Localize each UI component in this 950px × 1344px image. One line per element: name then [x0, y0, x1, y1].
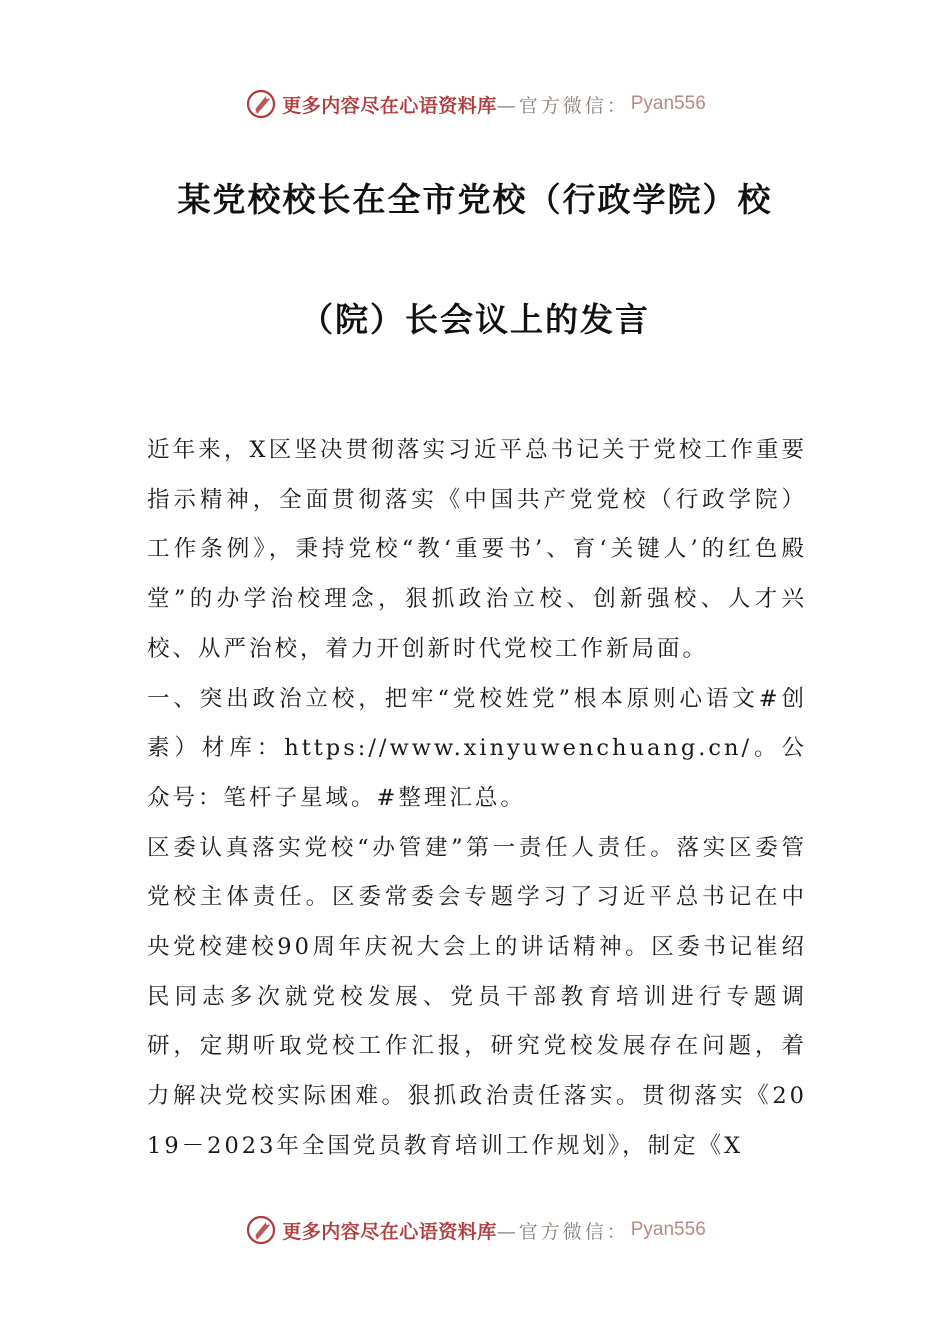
document-title-line-2: （院）长会议上的发言	[300, 300, 650, 339]
promo-text: 更多内容尽在心语资料库	[282, 1220, 497, 1243]
promo-text: 更多内容尽在心语资料库	[282, 94, 497, 117]
footer-watermark	[0, 1208, 950, 1252]
document-body	[147, 426, 807, 1172]
wechat-id: Pyan556	[630, 93, 706, 114]
official-wechat-label: —官方微信：	[496, 1220, 629, 1243]
header-watermark	[0, 82, 950, 126]
pen-nib-circle-icon	[244, 87, 278, 121]
paragraph-section-heading: 一、突出政治立校，把牢“党校姓党”根本原则心语文#创素）材库：https://www.xinyuwenchuang.cn/。公众号：笔杆子星域。#整理汇总。	[147, 685, 807, 811]
document-title-line-1: 某党校校长在全市党校（行政学院）校	[177, 180, 773, 219]
official-wechat-label: —官方微信：	[496, 94, 629, 117]
paragraph-content: 区委认真落实党校“办管建”第一责任人责任。落实区委管党校主体责任。区委常委会专题学习了习近平总书记在中央党校建校90周年庆祝大会上的讲话精神。区委书记崔绍民同志多次就党校发展、党员干部教育培训进行专题调研，定期听取党校工作汇报，研究党校发展存在问题，着力解决党校实际困难。狠抓政治责任落实。贯彻落实《2019－2023年全国党员教育培训工作规划》，制定《X	[147, 834, 807, 1159]
paragraph-intro: 近年来，X区坚决贯彻落实习近平总书记关于党校工作重要指示精神，全面贯彻落实《中国共产党党校（行政学院）工作条例》，秉持党校“教‘重要书’、育‘关键人’的红色殿堂”的办学治校理念，狠抓政治立校、创新强校、人才兴校、从严治校，着力开创新时代党校工作新局面。	[147, 437, 807, 662]
pen-nib-circle-icon	[244, 1213, 278, 1247]
wechat-id: Pyan556	[630, 1219, 706, 1240]
